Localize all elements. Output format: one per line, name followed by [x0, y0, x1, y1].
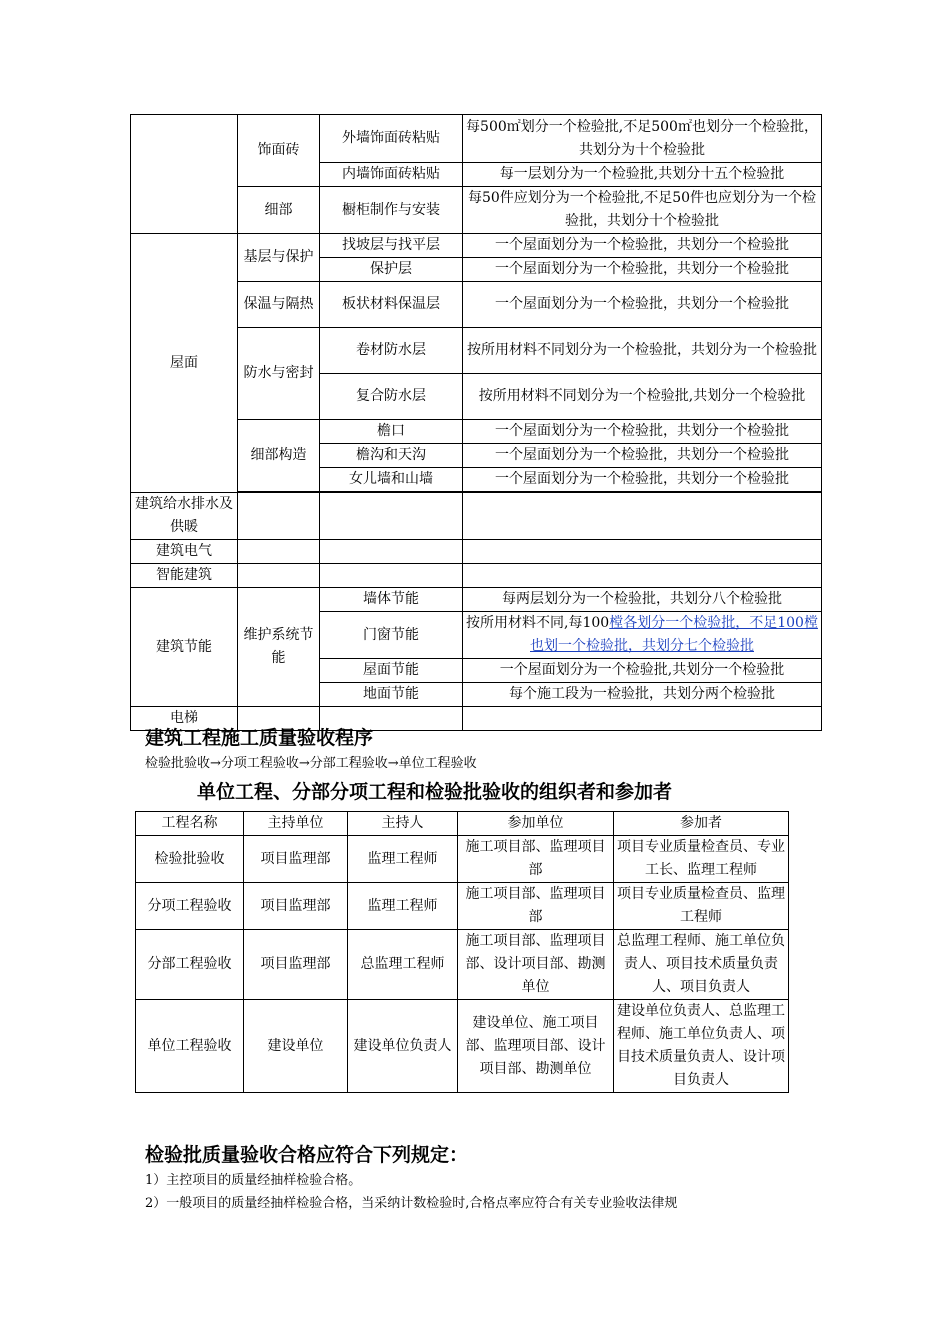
heading-procedure: 建筑工程施工质量验收程序	[145, 727, 374, 749]
acceptance-participants-table	[135, 811, 789, 1093]
hyperlink-text[interactable]: 樘各划分一个检验批，不足100樘也划一个检验批，共划分七个检验批	[530, 615, 818, 654]
item-cell: 外墙饰面砖粘贴	[320, 115, 463, 163]
table-row	[136, 930, 789, 1000]
item-cell: 屋面节能	[320, 659, 463, 683]
category-cell: 维护系统节能	[238, 588, 320, 707]
category-cell: 饰面砖	[238, 115, 320, 187]
table-cell: 施工项目部、监理项目部	[458, 836, 614, 883]
item-cell: 橱柜制作与安装	[320, 187, 463, 234]
table-cell: 监理工程师	[348, 836, 458, 883]
description-cell: 一个屋面划分为一个检验批，共划分一个检验批	[463, 468, 822, 492]
column-header: 参加单位	[458, 812, 614, 836]
category-cell: 细部	[238, 187, 320, 234]
group-cell-smart: 智能建筑	[131, 564, 238, 588]
description-cell: 每个施工段为一检验批，共划分两个检验批	[463, 683, 822, 707]
item-cell: 地面节能	[320, 683, 463, 707]
table-row	[136, 836, 789, 883]
empty-cell	[131, 115, 238, 234]
table-row	[136, 1000, 789, 1093]
table-cell: 监理工程师	[348, 883, 458, 930]
description-cell: 每50件应划分为一个检验批,不足50件也应划分为一个检验批，共划分十个检验批	[463, 187, 822, 234]
description-cell: 按所用材料不同划分为一个检验批，共划分为一个检验批	[463, 328, 822, 374]
item-cell: 保护层	[320, 258, 463, 282]
description-cell: 一个屋面划分为一个检验批，共划分一个检验批	[463, 234, 822, 258]
group-cell-elevator: 电梯	[131, 707, 238, 731]
procedure-text: 检验批验收→分项工程验收→分部工程验收→单位工程验收	[145, 756, 477, 771]
item-cell: 墙体节能	[320, 588, 463, 612]
item-cell: 卷材防水层	[320, 328, 463, 374]
description-cell: 一个屋面划分为一个检验批，共划分一个检验批	[463, 282, 822, 328]
table-cell: 项目专业质量检查员、监理工程师	[614, 883, 789, 930]
table-cell: 建设单位负责人、总监理工程师、施工单位负责人、项目技术质量负责人、设计项目负责人	[614, 1000, 789, 1093]
table-cell: 总监理工程师、施工单位负责人、项目技术质量负责人、项目负责人	[614, 930, 789, 1000]
heading-participants: 单位工程、分部分项工程和检验批验收的组织者和参加者	[197, 781, 673, 803]
description-cell: 每一层划分为一个检验批,共划分十五个检验批	[463, 163, 822, 187]
description-cell: 按所用材料不同划分为一个检验批,共划分一个检验批	[463, 374, 822, 420]
column-header: 主持单位	[244, 812, 348, 836]
table-cell: 分项工程验收	[136, 883, 244, 930]
rule-item: 1）主控项目的质量经抽样检验合格。	[145, 1173, 362, 1188]
group-cell-energy: 建筑节能	[131, 588, 238, 707]
category-cell: 细部构造	[238, 420, 320, 492]
item-cell: 复合防水层	[320, 374, 463, 420]
column-header: 参加者	[614, 812, 789, 836]
table-cell: 总监理工程师	[348, 930, 458, 1000]
category-cell: 保温与隔热	[238, 282, 320, 328]
table-row	[136, 883, 789, 930]
rule-item: 2）一般项目的质量经抽样检验合格，当采纳计数检验时,合格点率应符合有关专业验收法律规	[145, 1196, 678, 1211]
description-cell	[463, 612, 822, 659]
table-cell: 建设单位	[244, 1000, 348, 1093]
column-header: 工程名称	[136, 812, 244, 836]
item-cell: 板状材料保温层	[320, 282, 463, 328]
description-cell: 每两层划分为一个检验批，共划分八个检验批	[463, 588, 822, 612]
table-cell: 项目专业质量检查员、专业工长、监理工程师	[614, 836, 789, 883]
group-cell-plumbing: 建筑给水排水及供暖	[131, 493, 238, 540]
table-cell: 施工项目部、监理项目部、设计项目部、勘测单位	[458, 930, 614, 1000]
item-cell: 门窗节能	[320, 612, 463, 659]
inspection-batch-division-table	[130, 114, 822, 731]
description-text: 按所用材料不同,每100	[466, 615, 610, 631]
table-cell: 项目监理部	[244, 883, 348, 930]
description-cell: 一个屋面划分为一个检验批，共划分一个检验批	[463, 258, 822, 282]
table-cell: 施工项目部、监理项目部	[458, 883, 614, 930]
item-cell: 檐沟和天沟	[320, 444, 463, 468]
table-cell: 单位工程验收	[136, 1000, 244, 1093]
heading-acceptance-rules: 检验批质量验收合格应符合下列规定：	[145, 1144, 469, 1166]
group-cell-roof: 屋面	[131, 234, 238, 493]
table-cell: 建设单位、施工项目部、监理项目部、设计项目部、勘测单位	[458, 1000, 614, 1093]
description-cell: 一个屋面划分为一个检验批，共划分一个检验批	[463, 444, 822, 468]
description-cell: 每500㎡划分一个检验批,不足500㎡也划分一个检验批，共划分为十个检验批	[463, 115, 822, 163]
item-cell: 女儿墙和山墙	[320, 468, 463, 492]
table-cell: 项目监理部	[244, 930, 348, 1000]
table-cell: 检验批验收	[136, 836, 244, 883]
table-cell: 分部工程验收	[136, 930, 244, 1000]
description-cell: 一个屋面划分为一个检验批,共划分一个检验批	[463, 659, 822, 683]
item-cell: 内墙饰面砖粘贴	[320, 163, 463, 187]
group-cell-electric: 建筑电气	[131, 540, 238, 564]
item-cell: 檐口	[320, 420, 463, 444]
category-cell: 防水与密封	[238, 328, 320, 420]
table-cell: 项目监理部	[244, 836, 348, 883]
category-cell: 基层与保护	[238, 234, 320, 282]
item-cell: 找坡层与找平层	[320, 234, 463, 258]
column-header: 主持人	[348, 812, 458, 836]
table-cell: 建设单位负责人	[348, 1000, 458, 1093]
description-cell: 一个屋面划分为一个检验批，共划分一个检验批	[463, 420, 822, 444]
